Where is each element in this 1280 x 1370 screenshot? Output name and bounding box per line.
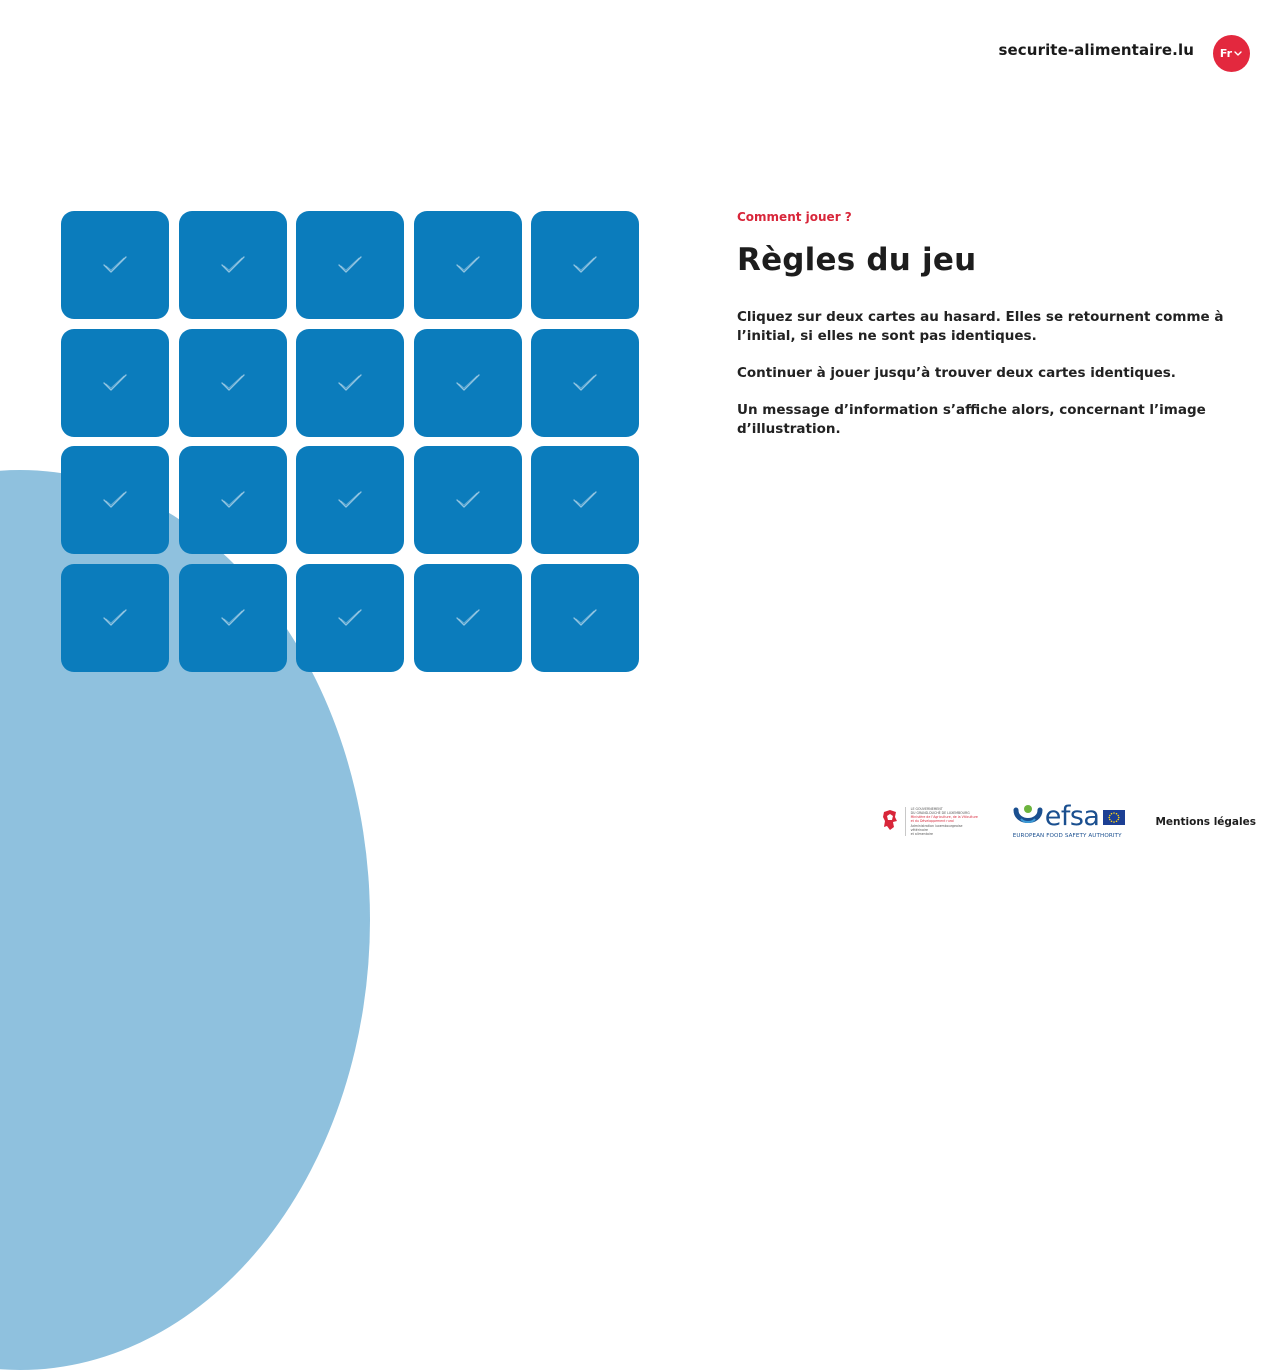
checkmark-icon (102, 489, 128, 511)
luxembourg-government-logo[interactable] (881, 807, 981, 836)
memory-card[interactable] (531, 329, 639, 437)
memory-card[interactable] (414, 329, 522, 437)
checkmark-icon (572, 607, 598, 629)
checkmark-icon (455, 489, 481, 511)
language-selector[interactable] (1213, 35, 1250, 72)
memory-card[interactable] (414, 564, 522, 672)
memory-card[interactable] (296, 564, 404, 672)
memory-card[interactable] (296, 446, 404, 554)
checkmark-icon (337, 607, 363, 629)
rules-paragraph: Continuer à jouer jusqu’à trouver deux cartes identiques. (737, 365, 1176, 381)
language-label: Fr (1219, 47, 1233, 60)
chevron-down-icon (1233, 48, 1243, 58)
memory-card[interactable] (414, 211, 522, 319)
checkmark-icon (337, 254, 363, 276)
memory-card[interactable] (296, 329, 404, 437)
memory-card[interactable] (61, 446, 169, 554)
efsa-full-name: EUROPEAN FOOD SAFETY AUTHORITY (1012, 833, 1122, 839)
rules-paragraph: Un message d’information s’affiche alors, concernant l’image d’illustration. (737, 402, 1206, 437)
rules-panel (737, 210, 1257, 457)
rules-kicker: Comment jouer ? (737, 210, 852, 224)
eu-flag-icon (1103, 810, 1125, 825)
efsa-logo[interactable] (1012, 801, 1126, 839)
memory-card[interactable] (531, 564, 639, 672)
lion-icon (881, 809, 899, 831)
checkmark-icon (102, 372, 128, 394)
checkmark-icon (220, 607, 246, 629)
memory-card[interactable] (61, 564, 169, 672)
footer (881, 801, 1256, 839)
rules-title: Règles du jeu (737, 242, 977, 278)
memory-card[interactable] (179, 211, 287, 319)
memory-card[interactable] (179, 564, 287, 672)
memory-card[interactable] (179, 446, 287, 554)
checkmark-icon (337, 372, 363, 394)
checkmark-icon (572, 254, 598, 276)
memory-card[interactable] (179, 329, 287, 437)
checkmark-icon (220, 254, 246, 276)
government-logo-text: LE GOUVERNEMENT DU GRAND-DUCHÉ DE LUXEMBOURG Ministère de l’Agriculture, de la Viticulture et du Développement rural Administration luxembourgeoise vétérinaire et alimentaire (905, 807, 981, 836)
checkmark-icon (455, 372, 481, 394)
checkmark-icon (102, 607, 128, 629)
memory-card[interactable] (531, 211, 639, 319)
memory-card[interactable] (61, 329, 169, 437)
memory-card[interactable] (61, 211, 169, 319)
checkmark-icon (220, 372, 246, 394)
efsa-wordmark: efsa (1044, 801, 1100, 832)
rules-paragraph: Cliquez sur deux cartes au hasard. Elles se retournent comme à l’initial, si elles ne sont pas identiques. (737, 309, 1224, 344)
memory-card-grid (61, 211, 639, 672)
efsa-mark-icon (1013, 804, 1043, 830)
legal-notice-link[interactable]: Mentions légales (1155, 815, 1256, 828)
checkmark-icon (102, 254, 128, 276)
checkmark-icon (455, 607, 481, 629)
checkmark-icon (220, 489, 246, 511)
checkmark-icon (572, 372, 598, 394)
memory-card[interactable] (296, 211, 404, 319)
memory-card[interactable] (414, 446, 522, 554)
memory-card[interactable] (531, 446, 639, 554)
checkmark-icon (337, 489, 363, 511)
site-title[interactable]: securite-alimentaire.lu (998, 41, 1194, 59)
checkmark-icon (572, 489, 598, 511)
checkmark-icon (455, 254, 481, 276)
